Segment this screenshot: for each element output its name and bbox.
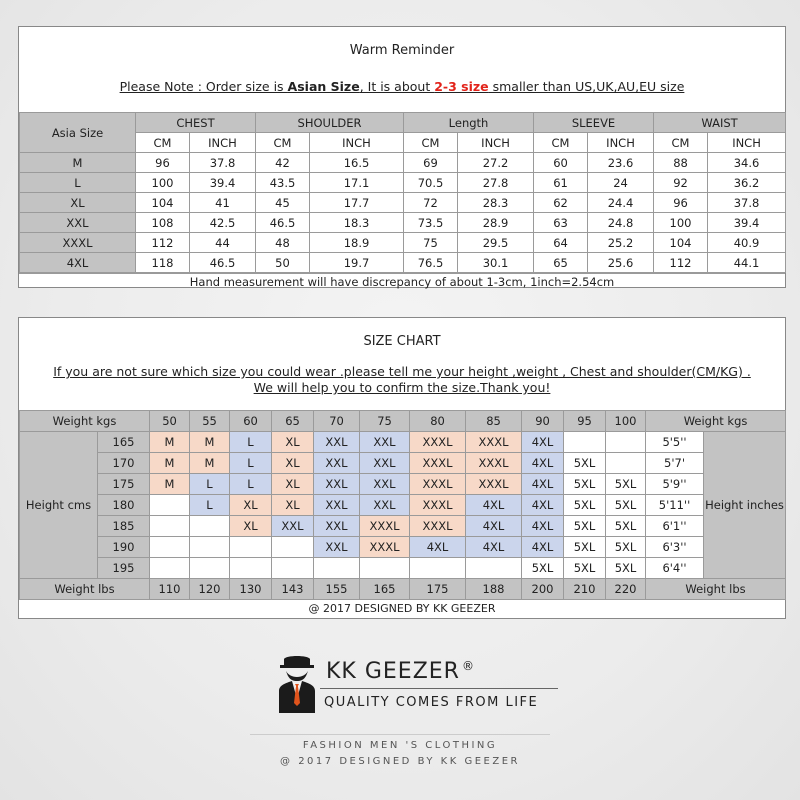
warm-reminder-panel	[18, 26, 786, 288]
measurement-cell: 44.1	[708, 253, 786, 273]
size-recommendation-cell: M	[190, 432, 230, 453]
measurement-cell: 100	[654, 213, 708, 233]
measurement-cell: 88	[654, 153, 708, 173]
size-recommendation-cell: XXL	[314, 453, 360, 474]
note-post: smaller than US,UK,AU,EU size	[488, 79, 685, 94]
size-recommendation-cell: 4XL	[466, 516, 522, 537]
height-weight-size-table	[19, 410, 786, 600]
height-row	[20, 516, 786, 537]
size-recommendation-cell	[466, 558, 522, 579]
size-recommendation-cell	[360, 558, 410, 579]
height-cm-value: 190	[98, 537, 150, 558]
weight-lb-value: 200	[522, 579, 564, 600]
unit-header: INCH	[190, 133, 256, 153]
weight-lb-value: 110	[150, 579, 190, 600]
weight-kg-value: 85	[466, 411, 522, 432]
measurement-cell: 17.1	[310, 173, 404, 193]
note-pre: Please Note : Order size is	[119, 79, 288, 94]
size-recommendation-cell	[230, 558, 272, 579]
weight-lb-value: 130	[230, 579, 272, 600]
table-row	[20, 193, 786, 213]
measurement-cell: 63	[534, 213, 588, 233]
height-row	[20, 474, 786, 495]
column-group-header: CHEST	[136, 113, 256, 133]
size-recommendation-cell: XXL	[314, 432, 360, 453]
height-inch-value: 5'9''	[646, 474, 704, 495]
weight-kg-value: 90	[522, 411, 564, 432]
height-row	[20, 453, 786, 474]
brand-tagline: QUALITY COMES FROM LIFE	[324, 695, 539, 710]
measurement-cell: 45	[256, 193, 310, 213]
size-recommendation-cell: L	[190, 495, 230, 516]
measurement-cell: 17.7	[310, 193, 404, 213]
brand-name	[326, 659, 475, 684]
size-recommendation-cell: XL	[230, 495, 272, 516]
measurement-cell: 27.8	[458, 173, 534, 193]
weight-lb-value: 188	[466, 579, 522, 600]
size-recommendation-cell	[272, 558, 314, 579]
unit-header: INCH	[588, 133, 654, 153]
weight-lb-value: 210	[564, 579, 606, 600]
measurement-cell: 24	[588, 173, 654, 193]
size-recommendation-cell: XXXL	[410, 453, 466, 474]
measurement-cell: 46.5	[256, 213, 310, 233]
measurement-cell: 39.4	[190, 173, 256, 193]
measurement-cell: 25.6	[588, 253, 654, 273]
height-cm-value: 195	[98, 558, 150, 579]
weight-lbs-label: Weight lbs	[20, 579, 150, 600]
measurement-cell: 48	[256, 233, 310, 253]
measurement-cell: 118	[136, 253, 190, 273]
size-recommendation-cell: XXXL	[466, 453, 522, 474]
size-recommendation-cell	[272, 537, 314, 558]
size-recommendation-cell: M	[150, 432, 190, 453]
weight-lb-value: 143	[272, 579, 314, 600]
measurement-cell: 104	[136, 193, 190, 213]
size-recommendation-cell	[150, 495, 190, 516]
weight-lb-value: 220	[606, 579, 646, 600]
measurement-cell: 104	[654, 233, 708, 253]
measurement-cell: 39.4	[708, 213, 786, 233]
weight-kg-value: 75	[360, 411, 410, 432]
size-recommendation-cell: XXL	[314, 495, 360, 516]
weight-lbs-row	[20, 579, 786, 600]
size-recommendation-cell: XXXL	[410, 474, 466, 495]
size-recommendation-cell: 5XL	[606, 495, 646, 516]
size-recommendation-cell: XXXL	[410, 495, 466, 516]
unit-header: INCH	[708, 133, 786, 153]
measurement-cell: 24.8	[588, 213, 654, 233]
size-recommendation-cell: 4XL	[522, 453, 564, 474]
weight-kg-value: 100	[606, 411, 646, 432]
size-recommendation-cell: XXL	[314, 537, 360, 558]
size-recommendation-cell: XXXL	[466, 474, 522, 495]
size-label: 4XL	[20, 253, 136, 273]
height-row	[20, 558, 786, 579]
size-recommendation-cell: 5XL	[564, 558, 606, 579]
note-mid: , It is about	[359, 79, 435, 94]
brand-block	[276, 655, 576, 725]
size-recommendation-cell: XXXL	[360, 516, 410, 537]
measurement-cell: 46.5	[190, 253, 256, 273]
table-row	[20, 253, 786, 273]
weight-lb-value: 165	[360, 579, 410, 600]
weight-kg-value: 70	[314, 411, 360, 432]
size-recommendation-cell: 4XL	[522, 432, 564, 453]
weight-lb-value: 155	[314, 579, 360, 600]
height-row	[20, 432, 786, 453]
unit-header: CM	[256, 133, 310, 153]
size-recommendation-cell: L	[190, 474, 230, 495]
unit-header: CM	[404, 133, 458, 153]
weight-kg-value: 65	[272, 411, 314, 432]
unit-header: INCH	[458, 133, 534, 153]
size-recommendation-cell: 4XL	[522, 537, 564, 558]
size-recommendation-cell: 4XL	[522, 474, 564, 495]
height-cm-value: 165	[98, 432, 150, 453]
size-label: XXXL	[20, 233, 136, 253]
measurement-cell: 72	[404, 193, 458, 213]
size-recommendation-cell: 4XL	[410, 537, 466, 558]
measurement-cell: 61	[534, 173, 588, 193]
measurement-cell: 96	[654, 193, 708, 213]
measurement-cell: 76.5	[404, 253, 458, 273]
measurement-cell: 112	[654, 253, 708, 273]
size-recommendation-cell: XL	[272, 495, 314, 516]
height-cm-value: 175	[98, 474, 150, 495]
measurement-cell: 34.6	[708, 153, 786, 173]
brand-subtitle: FASHION MEN 'S CLOTHING	[302, 740, 498, 751]
size-measurement-table	[19, 112, 786, 273]
measurement-cell: 19.7	[310, 253, 404, 273]
size-recommendation-cell	[150, 537, 190, 558]
brand-copyright: @ 2017 DESIGNED BY KK GEEZER	[280, 756, 520, 767]
size-label: M	[20, 153, 136, 173]
size-recommendation-cell: 4XL	[466, 495, 522, 516]
size-recommendation-cell	[150, 516, 190, 537]
weight-lb-value: 175	[410, 579, 466, 600]
size-recommendation-cell	[190, 558, 230, 579]
size-recommendation-cell: 5XL	[564, 474, 606, 495]
table-header-row	[20, 113, 786, 133]
measurement-cell: 75	[404, 233, 458, 253]
size-label: XL	[20, 193, 136, 213]
height-inch-value: 6'4''	[646, 558, 704, 579]
weight-kg-value: 80	[410, 411, 466, 432]
column-group-header: Length	[404, 113, 534, 133]
size-recommendation-cell: M	[150, 474, 190, 495]
weight-kg-value: 50	[150, 411, 190, 432]
measurement-cell: 28.9	[458, 213, 534, 233]
measurement-cell: 29.5	[458, 233, 534, 253]
measurement-cell: 24.4	[588, 193, 654, 213]
size-recommendation-cell: 5XL	[564, 453, 606, 474]
measurement-cell: 44	[190, 233, 256, 253]
column-group-header: SHOULDER	[256, 113, 404, 133]
measurement-cell: 65	[534, 253, 588, 273]
size-recommendation-cell: 5XL	[564, 516, 606, 537]
column-group-header: WAIST	[654, 113, 786, 133]
measurement-cell: 40.9	[708, 233, 786, 253]
height-cms-label: Height cms	[20, 432, 98, 579]
measurement-footnote: Hand measurement will have discrepancy of about 1-3cm, 1inch=2.54cm	[19, 273, 785, 290]
measurement-cell: 30.1	[458, 253, 534, 273]
size-recommendation-cell: XXL	[360, 495, 410, 516]
measurement-cell: 108	[136, 213, 190, 233]
measurement-cell: 42	[256, 153, 310, 173]
size-recommendation-cell: XL	[230, 516, 272, 537]
measurement-cell: 50	[256, 253, 310, 273]
height-cm-value: 180	[98, 495, 150, 516]
size-recommendation-cell: L	[230, 474, 272, 495]
weight-kg-value: 60	[230, 411, 272, 432]
size-recommendation-cell: XL	[272, 432, 314, 453]
size-chart-panel	[18, 317, 786, 619]
size-recommendation-cell: XL	[272, 474, 314, 495]
size-recommendation-cell	[230, 537, 272, 558]
unit-header: CM	[534, 133, 588, 153]
gentleman-tuxedo-icon	[276, 655, 318, 715]
height-inch-value: 5'11''	[646, 495, 704, 516]
height-inch-value: 6'1''	[646, 516, 704, 537]
size-label: XXL	[20, 213, 136, 233]
size-recommendation-cell: 4XL	[466, 537, 522, 558]
measurement-cell: 62	[534, 193, 588, 213]
height-cm-value: 170	[98, 453, 150, 474]
weight-lbs-label-right: Weight lbs	[646, 579, 786, 600]
measurement-cell: 25.2	[588, 233, 654, 253]
height-cm-value: 185	[98, 516, 150, 537]
measurement-cell: 23.6	[588, 153, 654, 173]
measurement-cell: 73.5	[404, 213, 458, 233]
measurement-cell: 112	[136, 233, 190, 253]
size-recommendation-cell: XXXL	[410, 432, 466, 453]
brand-name-text: KK GEEZER	[326, 659, 460, 684]
measurement-cell: 36.2	[708, 173, 786, 193]
measurement-cell: 43.5	[256, 173, 310, 193]
brand-divider	[320, 688, 558, 689]
size-recommendation-cell: XXL	[314, 516, 360, 537]
measurement-cell: 37.8	[190, 153, 256, 173]
weight-kg-value: 55	[190, 411, 230, 432]
unit-header: CM	[654, 133, 708, 153]
asian-size-note	[19, 79, 785, 94]
size-recommendation-cell: 5XL	[522, 558, 564, 579]
size-recommendation-cell: L	[230, 453, 272, 474]
footer-divider	[250, 734, 550, 735]
size-recommendation-cell	[564, 432, 606, 453]
measurement-cell: 96	[136, 153, 190, 173]
unit-header: INCH	[310, 133, 404, 153]
size-recommendation-cell	[190, 516, 230, 537]
measurement-cell: 18.9	[310, 233, 404, 253]
measurement-cell: 28.3	[458, 193, 534, 213]
size-recommendation-cell: 5XL	[606, 558, 646, 579]
registered-mark: ®	[461, 659, 475, 673]
size-chart-title: SIZE CHART	[363, 334, 441, 349]
size-recommendation-cell: XL	[272, 453, 314, 474]
unit-header: CM	[136, 133, 190, 153]
size-recommendation-cell: XXL	[360, 474, 410, 495]
measurement-cell: 41	[190, 193, 256, 213]
size-recommendation-cell	[410, 558, 466, 579]
size-recommendation-cell: 5XL	[606, 516, 646, 537]
measurement-cell: 42.5	[190, 213, 256, 233]
size-recommendation-cell	[606, 432, 646, 453]
size-recommendation-cell: M	[190, 453, 230, 474]
measurement-cell: 69	[404, 153, 458, 173]
height-inches-label: Height inches	[704, 432, 786, 579]
size-recommendation-cell: XXL	[360, 453, 410, 474]
height-inch-value: 6'3''	[646, 537, 704, 558]
size-recommendation-cell: XXXL	[360, 537, 410, 558]
size-recommendation-cell: XXL	[314, 474, 360, 495]
height-inch-value: 5'5''	[646, 432, 704, 453]
size-recommendation-cell: XXXL	[410, 516, 466, 537]
column-group-header: SLEEVE	[534, 113, 654, 133]
weight-kgs-label: Weight kgs	[20, 411, 150, 432]
table-row	[20, 153, 786, 173]
note-asian: Asian Size	[287, 79, 360, 94]
table-row	[20, 233, 786, 253]
size-label: L	[20, 173, 136, 193]
size-chart-note-line1: If you are not sure which size you could wear .please tell me your height ,weight , Chest and shoulder(CM/KG) .	[53, 364, 751, 379]
size-chart-note-line2: We will help you to confirm the size.Thank you!	[253, 380, 551, 395]
height-inch-value: 5'7'	[646, 453, 704, 474]
measurement-cell: 92	[654, 173, 708, 193]
note-red: 2-3 size	[434, 79, 489, 94]
measurement-cell: 60	[534, 153, 588, 173]
size-recommendation-cell	[150, 558, 190, 579]
size-recommendation-cell: 5XL	[606, 537, 646, 558]
measurement-cell: 18.3	[310, 213, 404, 233]
size-recommendation-cell	[606, 453, 646, 474]
height-row	[20, 537, 786, 558]
warm-reminder-title: Warm Reminder	[349, 43, 455, 58]
size-recommendation-cell: 4XL	[522, 495, 564, 516]
measurement-cell: 64	[534, 233, 588, 253]
measurement-cell: 100	[136, 173, 190, 193]
size-recommendation-cell: XXXL	[466, 432, 522, 453]
size-recommendation-cell: XXL	[272, 516, 314, 537]
asia-size-header: Asia Size	[20, 113, 136, 153]
size-recommendation-cell: 5XL	[564, 537, 606, 558]
measurement-cell: 37.8	[708, 193, 786, 213]
height-row	[20, 495, 786, 516]
weight-kg-value: 95	[564, 411, 606, 432]
size-recommendation-cell: XXL	[360, 432, 410, 453]
weight-kgs-label-right: Weight kgs	[646, 411, 786, 432]
weight-lb-value: 120	[190, 579, 230, 600]
size-recommendation-cell: 5XL	[564, 495, 606, 516]
weight-kgs-row	[20, 411, 786, 432]
size-chart-footer: @ 2017 DESIGNED BY KK GEEZER	[308, 602, 496, 615]
measurement-cell: 16.5	[310, 153, 404, 173]
size-recommendation-cell	[190, 537, 230, 558]
size-recommendation-cell: 5XL	[606, 474, 646, 495]
table-row	[20, 173, 786, 193]
measurement-cell: 70.5	[404, 173, 458, 193]
measurement-cell: 27.2	[458, 153, 534, 173]
size-recommendation-cell: 4XL	[522, 516, 564, 537]
size-recommendation-cell: L	[230, 432, 272, 453]
size-recommendation-cell	[314, 558, 360, 579]
table-row	[20, 213, 786, 233]
size-recommendation-cell: M	[150, 453, 190, 474]
